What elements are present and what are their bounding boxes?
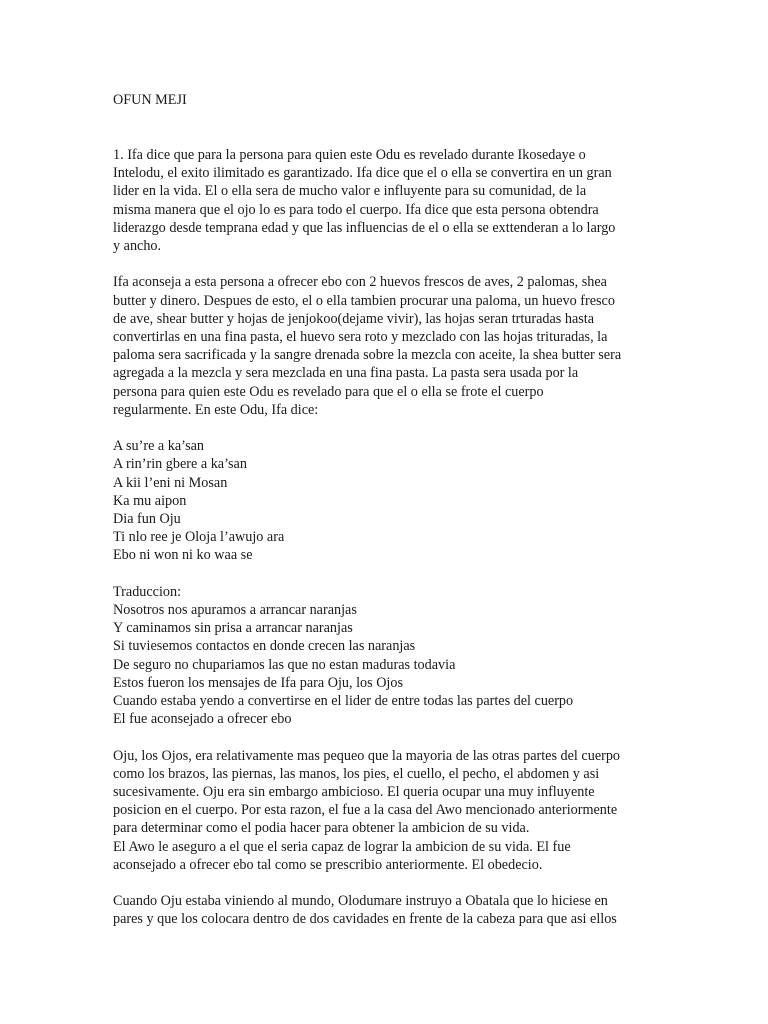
translation-block <box>113 583 653 729</box>
text-line: El Awo le aseguro a el que el seria capaz de lograr la ambicion de su vida. El fue <box>113 838 571 855</box>
translation-heading: Traduccion: <box>113 583 182 600</box>
translation-line: Cuando estaba yendo a convertirse en el lider de entre todas las partes del cuerpo <box>113 693 574 710</box>
verse-line: Ka mu aipon <box>113 492 187 509</box>
text-line: Ifa aconseja a esta persona a ofrecer ebo con 2 huevos frescos de aves, 2 palomas, shea <box>113 274 607 291</box>
translation-line: Nosotros nos apuramos a arrancar naranjas <box>113 602 357 619</box>
text-line: para determinar como el podia hacer para obtener la ambicion de su vida. <box>113 820 530 837</box>
text-line: aconsejado a ofrecer ebo tal como se prescribio anteriormente. El obedecio. <box>113 856 543 873</box>
translation-line: Si tuviesemos contactos en donde crecen las naranjas <box>113 638 416 655</box>
text-line: pares y que los colocara dentro de dos cavidades en frente de la cabeza para que asi ellos <box>113 911 617 928</box>
text-line: paloma sera sacrificada y la sangre drenada sobre la mezcla con aceite, la shea butter sera <box>113 347 622 364</box>
text-line: convertirlas en una fina pasta, el huevo sera roto y mezclado con las hojas trituradas, la <box>113 329 608 346</box>
paragraph-2 <box>113 273 653 419</box>
verse-line: A rin’rin gbere a ka’san <box>113 456 247 473</box>
document-title: OFUN MEJI <box>113 92 187 108</box>
text-line: agregada a la mezcla y sera mezclada en una fina pasta. La pasta sera usada por la <box>113 365 579 382</box>
text-line: sucesivamente. Oju era sin embargo ambicioso. El queria ocupar una muy influyente <box>113 784 595 801</box>
yoruba-verse <box>113 437 653 564</box>
text-line: liderazgo desde temprana edad y que las influencias de el o ella se exttenderan a lo largo <box>113 219 616 236</box>
text-line: lider en la vida. El o ella sera de mucho valor e influyente para su comunidad, de la <box>113 183 587 200</box>
paragraph-1 <box>113 146 653 255</box>
document-page <box>113 90 653 947</box>
translation-line: Y caminamos sin prisa a arrancar naranjas <box>113 620 353 637</box>
verse-line: Dia fun Oju <box>113 511 181 528</box>
text-line: y ancho. <box>113 238 162 255</box>
translation-line: De seguro no chupariamos las que no estan maduras todavia <box>113 656 456 673</box>
text-line: como los brazos, las piernas, las manos, los pies, el cuello, el pecho, el abdomen y asi <box>113 765 600 782</box>
text-line: regularmente. En este Odu, Ifa dice: <box>113 401 319 418</box>
translation-line: El fue aconsejado a ofrecer ebo <box>113 711 292 728</box>
verse-line: A su’re a ka’san <box>113 438 205 455</box>
verse-line: A kii l’eni ni Mosan <box>113 474 228 491</box>
paragraph-4 <box>113 892 653 928</box>
text-line: misma manera que el ojo lo es para todo el cuerpo. Ifa dice que esta persona obtendra <box>113 201 599 218</box>
text-line: butter y dinero. Despues de esto, el o ella tambien procurar una paloma, un huevo fresco <box>113 292 615 309</box>
text-line: Oju, los Ojos, era relativamente mas pequeo que la mayoria de las otras partes del cuerpo <box>113 747 621 764</box>
paragraph-3 <box>113 747 653 874</box>
verse-line: Ti nlo ree je Oloja l’awujo ara <box>113 529 285 546</box>
verse-line: Ebo ni won ni ko waa se <box>113 547 253 564</box>
text-line: Intelodu, el exito ilimitado es garantizado. Ifa dice que el o ella se convertira en un gran <box>113 165 612 182</box>
text-line: de ave, shear butter y hojas de jenjokoo(dejame vivir), las hojas seran trturadas hasta <box>113 310 595 327</box>
translation-line: Estos fueron los mensajes de Ifa para Oju, los Ojos <box>113 674 403 691</box>
text-line: posicion en el cuerpo. Por esta razon, el fue a la casa del Awo mencionado anteriormente <box>113 802 618 819</box>
text-line: Cuando Oju estaba viniendo al mundo, Olodumare instruyo a Obatala que lo hiciese en <box>113 893 608 910</box>
text-line: persona para quien este Odu es revelado para que el o ella se frote el cuerpo <box>113 383 544 400</box>
text-line: 1. Ifa dice que para la persona para quien este Odu es revelado durante Ikosedaye o <box>113 147 586 163</box>
